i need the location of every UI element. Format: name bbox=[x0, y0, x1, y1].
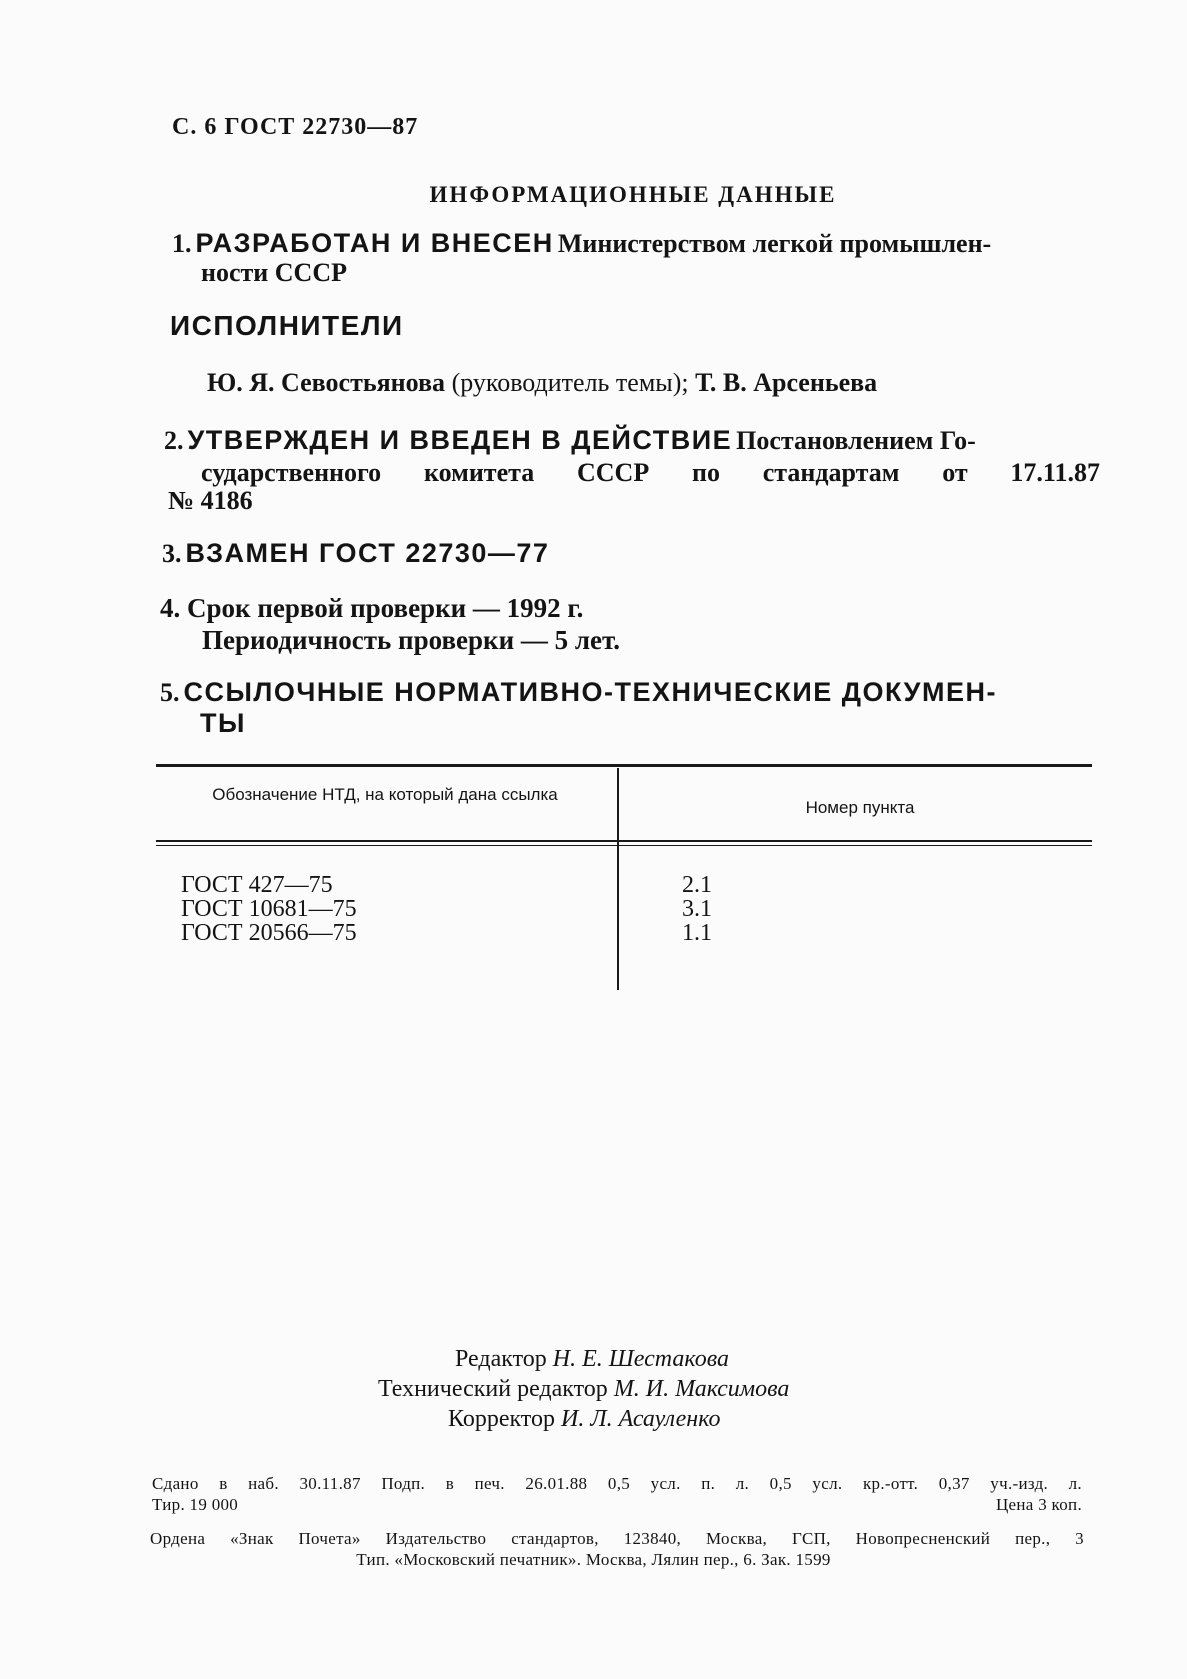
performer-1-role: (руководитель темы); bbox=[451, 368, 689, 397]
tech-editor-line bbox=[378, 1376, 789, 1403]
corrector-role: Корректор bbox=[448, 1406, 555, 1432]
table-cell-designation: ГОСТ 20566—75 bbox=[181, 920, 357, 946]
table-header-item-number: Номер пункта bbox=[805, 798, 915, 817]
table-cell-item: 2.1 bbox=[682, 872, 712, 898]
item-4-text: Срок первой проверки — 1992 г. bbox=[187, 593, 584, 623]
editor-name: Н. Е. Шестакова bbox=[552, 1346, 729, 1372]
item-4-line-1 bbox=[160, 593, 583, 624]
table-cell-item: 3.1 bbox=[682, 896, 712, 922]
table-header-designation: Обозначение НТД, на который дана ссылка bbox=[212, 785, 558, 804]
item-2-line-2: сударственного комитета СССР по стандартам от 17.11.87 bbox=[201, 458, 1100, 487]
item-2-line-3: № 4186 bbox=[168, 486, 253, 515]
table-header-rule-double bbox=[156, 845, 1092, 846]
item-4-line-2: Периодичность проверки — 5 лет. bbox=[202, 625, 621, 655]
item-1-number: 1. bbox=[172, 229, 192, 258]
tech-editor-role: Технический редактор bbox=[378, 1376, 608, 1402]
item-5-number: 5. bbox=[160, 678, 180, 707]
item-2-number: 2. bbox=[164, 426, 184, 455]
corrector-name: И. Л. Асауленко bbox=[560, 1406, 721, 1432]
item-1-caps: РАЗРАБОТАН И ВНЕСЕН bbox=[195, 228, 554, 258]
item-4-number: 4. bbox=[160, 593, 181, 623]
imprint-print-run: Тир. 19 000 bbox=[152, 1495, 239, 1514]
item-2-caps: УТВЕРЖДЕН И ВВЕДЕН В ДЕЙСТВИЕ bbox=[187, 425, 733, 455]
item-3-caps: ВЗАМЕН ГОСТ 22730—77 bbox=[185, 538, 550, 568]
page-title: ИНФОРМАЦИОННЫЕ ДАННЫЕ bbox=[429, 182, 837, 207]
item-5-caps: ССЫЛОЧНЫЕ НОРМАТИВНО-ТЕХНИЧЕСКИЕ ДОКУМЕН- bbox=[183, 677, 997, 707]
table-top-rule bbox=[156, 764, 1092, 767]
table-header-rule bbox=[156, 840, 1092, 842]
item-5-line-1 bbox=[160, 677, 997, 708]
item-1-text: Министерством легкой промышлен- bbox=[557, 229, 992, 258]
imprint-price: Цена 3 коп. bbox=[995, 1495, 1082, 1514]
performer-2: Т. В. Арсеньева bbox=[695, 368, 878, 397]
table-cell-designation: ГОСТ 427—75 bbox=[181, 872, 333, 898]
item-1-line-2: ности СССР bbox=[201, 258, 347, 287]
editor-line bbox=[455, 1346, 729, 1373]
page-header: С. 6 ГОСТ 22730—87 bbox=[172, 114, 419, 140]
item-2-line-1 bbox=[164, 425, 976, 456]
editor-role: Редактор bbox=[455, 1346, 547, 1372]
imprint-line-1: Сдано в наб. 30.11.87 Подп. в печ. 26.01.88 0,5 усл. п. л. 0,5 усл. кр.-отт. 0,37 уч.-изд. л. bbox=[152, 1474, 1082, 1493]
tech-editor-name: М. И. Максимова bbox=[613, 1376, 790, 1402]
imprint-printer: Тип. «Московский печатник». Москва, Лялин пер., 6. Зак. 1599 bbox=[356, 1550, 831, 1569]
performers-heading: ИСПОЛНИТЕЛИ bbox=[170, 310, 404, 341]
item-2-text: Постановлением Го- bbox=[736, 426, 976, 455]
item-3-number: 3. bbox=[162, 539, 182, 568]
table-cell-item: 1.1 bbox=[682, 920, 712, 946]
item-3 bbox=[162, 538, 549, 569]
corrector-line bbox=[448, 1406, 721, 1433]
performer-1: Ю. Я. Севостьянова bbox=[207, 368, 446, 397]
table-cell-designation: ГОСТ 10681—75 bbox=[181, 896, 357, 922]
item-5-line-2: ТЫ bbox=[200, 708, 246, 738]
table-column-divider bbox=[617, 768, 619, 990]
item-1-line-1 bbox=[172, 228, 991, 259]
performers-list bbox=[207, 368, 877, 398]
imprint-publisher: Ордена «Знак Почета» Издательство стандартов, 123840, Москва, ГСП, Новопресненский пер., 3 bbox=[150, 1529, 1084, 1548]
